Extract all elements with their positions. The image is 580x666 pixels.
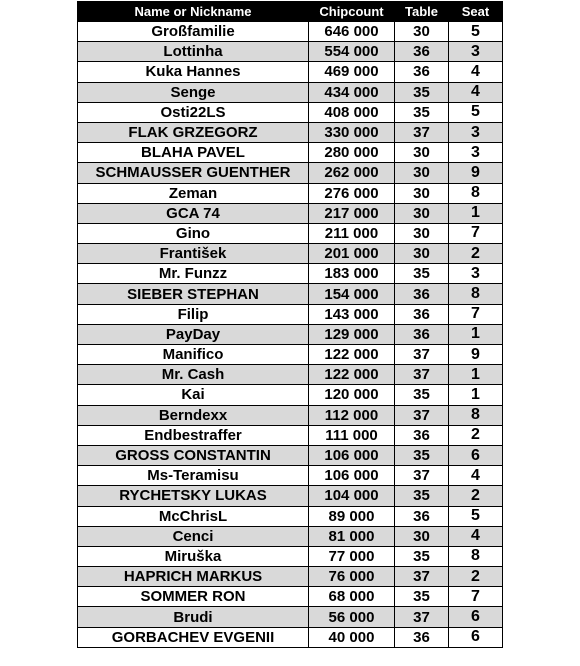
table-row [78, 526, 503, 546]
chipcount-cell: 40 000 [309, 627, 395, 647]
chipcount-cell: 81 000 [309, 526, 395, 546]
player-name: Zeman [78, 183, 309, 203]
chipcount-cell: 217 000 [309, 203, 395, 223]
table-number-cell: 36 [395, 324, 449, 344]
chipcount-cell: 183 000 [309, 264, 395, 284]
header-name: Name or Nickname [78, 2, 309, 22]
table-row [78, 607, 503, 627]
table-row [78, 445, 503, 465]
chipcount-cell: 68 000 [309, 587, 395, 607]
chipcount-cell: 280 000 [309, 143, 395, 163]
table-row [78, 425, 503, 445]
seat-number-cell: 4 [449, 62, 503, 82]
player-name: GCA 74 [78, 203, 309, 223]
chipcount-cell: 646 000 [309, 22, 395, 42]
table-number-cell: 30 [395, 143, 449, 163]
seat-number-cell: 7 [449, 587, 503, 607]
player-name: RYCHETSKY LUKAS [78, 486, 309, 506]
chipcount-cell: 554 000 [309, 42, 395, 62]
chipcount-cell: 143 000 [309, 304, 395, 324]
chipcount-cell: 106 000 [309, 445, 395, 465]
seat-number-cell: 1 [449, 365, 503, 385]
seat-number-cell: 3 [449, 143, 503, 163]
player-name: Brudi [78, 607, 309, 627]
table-row [78, 122, 503, 142]
table-number-cell: 36 [395, 304, 449, 324]
player-name: Gino [78, 223, 309, 243]
header-table: Table [395, 2, 449, 22]
seat-number-cell: 9 [449, 345, 503, 365]
table-row [78, 82, 503, 102]
player-name: BLAHA PAVEL [78, 143, 309, 163]
table-number-cell: 37 [395, 567, 449, 587]
table-row [78, 486, 503, 506]
header-seat: Seat [449, 2, 503, 22]
table-number-cell: 30 [395, 526, 449, 546]
player-name: Lottinha [78, 42, 309, 62]
table-row [78, 345, 503, 365]
chipcount-cell: 77 000 [309, 546, 395, 566]
player-name: SCHMAUSSER GUENTHER [78, 163, 309, 183]
seat-number-cell: 6 [449, 627, 503, 647]
seat-number-cell: 4 [449, 82, 503, 102]
player-name: SIEBER STEPHAN [78, 284, 309, 304]
chipcount-cell: 201 000 [309, 244, 395, 264]
seat-number-cell: 8 [449, 546, 503, 566]
seat-number-cell: 1 [449, 324, 503, 344]
seat-number-cell: 3 [449, 264, 503, 284]
player-name: Mr. Cash [78, 365, 309, 385]
chipcount-cell: 106 000 [309, 466, 395, 486]
player-name: Manifico [78, 345, 309, 365]
player-name: Kai [78, 385, 309, 405]
chipcount-cell: 112 000 [309, 405, 395, 425]
chipcount-cell: 434 000 [309, 82, 395, 102]
header-row [78, 2, 503, 22]
chipcount-cell: 276 000 [309, 183, 395, 203]
table-number-cell: 30 [395, 22, 449, 42]
table-row [78, 42, 503, 62]
chipcount-cell: 120 000 [309, 385, 395, 405]
player-name: Ms-Teramisu [78, 466, 309, 486]
table-header [78, 2, 503, 22]
table-number-cell: 30 [395, 183, 449, 203]
player-name: Osti22LS [78, 102, 309, 122]
table-row [78, 22, 503, 42]
player-name: František [78, 244, 309, 264]
table-row [78, 324, 503, 344]
table-number-cell: 37 [395, 345, 449, 365]
table-row [78, 546, 503, 566]
player-name: GROSS CONSTANTIN [78, 445, 309, 465]
table-number-cell: 35 [395, 82, 449, 102]
seat-number-cell: 9 [449, 163, 503, 183]
table-number-cell: 37 [395, 607, 449, 627]
table-number-cell: 36 [395, 506, 449, 526]
table-number-cell: 37 [395, 405, 449, 425]
seat-number-cell: 3 [449, 122, 503, 142]
table-number-cell: 37 [395, 365, 449, 385]
seat-number-cell: 3 [449, 42, 503, 62]
player-name: Mr. Funzz [78, 264, 309, 284]
seat-number-cell: 8 [449, 405, 503, 425]
chipcount-cell: 330 000 [309, 122, 395, 142]
seat-number-cell: 7 [449, 223, 503, 243]
chipcount-cell: 122 000 [309, 365, 395, 385]
player-name: GORBACHEV EVGENII [78, 627, 309, 647]
player-name: Filip [78, 304, 309, 324]
table-row [78, 304, 503, 324]
player-name: Cenci [78, 526, 309, 546]
seat-number-cell: 2 [449, 425, 503, 445]
seat-number-cell: 5 [449, 102, 503, 122]
table-number-cell: 36 [395, 284, 449, 304]
header-chipcount: Chipcount [309, 2, 395, 22]
table-row [78, 567, 503, 587]
table-number-cell: 37 [395, 122, 449, 142]
player-name: Großfamilie [78, 22, 309, 42]
chipcount-cell: 469 000 [309, 62, 395, 82]
table-row [78, 627, 503, 647]
table-number-cell: 35 [395, 264, 449, 284]
chipcount-cell: 262 000 [309, 163, 395, 183]
chipcount-cell: 104 000 [309, 486, 395, 506]
table-row [78, 506, 503, 526]
table-row [78, 203, 503, 223]
seat-number-cell: 7 [449, 304, 503, 324]
seat-number-cell: 8 [449, 284, 503, 304]
seat-number-cell: 1 [449, 385, 503, 405]
seat-number-cell: 6 [449, 445, 503, 465]
table-row [78, 385, 503, 405]
player-name: McChrisL [78, 506, 309, 526]
table-row [78, 102, 503, 122]
chipcount-cell: 76 000 [309, 567, 395, 587]
table-number-cell: 35 [395, 587, 449, 607]
player-name: FLAK GRZEGORZ [78, 122, 309, 142]
table-number-cell: 36 [395, 62, 449, 82]
table-number-cell: 35 [395, 102, 449, 122]
table-row [78, 62, 503, 82]
seat-number-cell: 6 [449, 607, 503, 627]
table-number-cell: 30 [395, 244, 449, 264]
table-row [78, 587, 503, 607]
table-row [78, 244, 503, 264]
table-row [78, 223, 503, 243]
table-body [78, 22, 503, 648]
chipcount-cell: 129 000 [309, 324, 395, 344]
seat-number-cell: 2 [449, 486, 503, 506]
table-number-cell: 36 [395, 627, 449, 647]
table-number-cell: 30 [395, 203, 449, 223]
player-name: Senge [78, 82, 309, 102]
seat-number-cell: 8 [449, 183, 503, 203]
table-row [78, 264, 503, 284]
table-row [78, 143, 503, 163]
player-name: SOMMER RON [78, 587, 309, 607]
seat-number-cell: 5 [449, 22, 503, 42]
seat-number-cell: 2 [449, 567, 503, 587]
chipcount-cell: 89 000 [309, 506, 395, 526]
seat-number-cell: 4 [449, 466, 503, 486]
seat-number-cell: 4 [449, 526, 503, 546]
table-row [78, 365, 503, 385]
table-number-cell: 35 [395, 385, 449, 405]
table-number-cell: 37 [395, 466, 449, 486]
table-row [78, 183, 503, 203]
player-name: PayDay [78, 324, 309, 344]
table-number-cell: 30 [395, 223, 449, 243]
player-name: Berndexx [78, 405, 309, 425]
table-row [78, 466, 503, 486]
chipcount-cell: 211 000 [309, 223, 395, 243]
chipcount-cell: 154 000 [309, 284, 395, 304]
chipcount-table [77, 1, 503, 648]
table-number-cell: 36 [395, 425, 449, 445]
seat-number-cell: 1 [449, 203, 503, 223]
chipcount-cell: 56 000 [309, 607, 395, 627]
player-name: HAPRICH MARKUS [78, 567, 309, 587]
chipcount-cell: 111 000 [309, 425, 395, 445]
table-row [78, 163, 503, 183]
table-number-cell: 36 [395, 42, 449, 62]
player-name: Miruška [78, 546, 309, 566]
player-name: Endbestraffer [78, 425, 309, 445]
table-row [78, 405, 503, 425]
seat-number-cell: 5 [449, 506, 503, 526]
chipcount-cell: 408 000 [309, 102, 395, 122]
table-number-cell: 35 [395, 486, 449, 506]
table-number-cell: 35 [395, 445, 449, 465]
table-row [78, 284, 503, 304]
seat-number-cell: 2 [449, 244, 503, 264]
chipcount-cell: 122 000 [309, 345, 395, 365]
player-name: Kuka Hannes [78, 62, 309, 82]
table-number-cell: 35 [395, 546, 449, 566]
table-number-cell: 30 [395, 163, 449, 183]
